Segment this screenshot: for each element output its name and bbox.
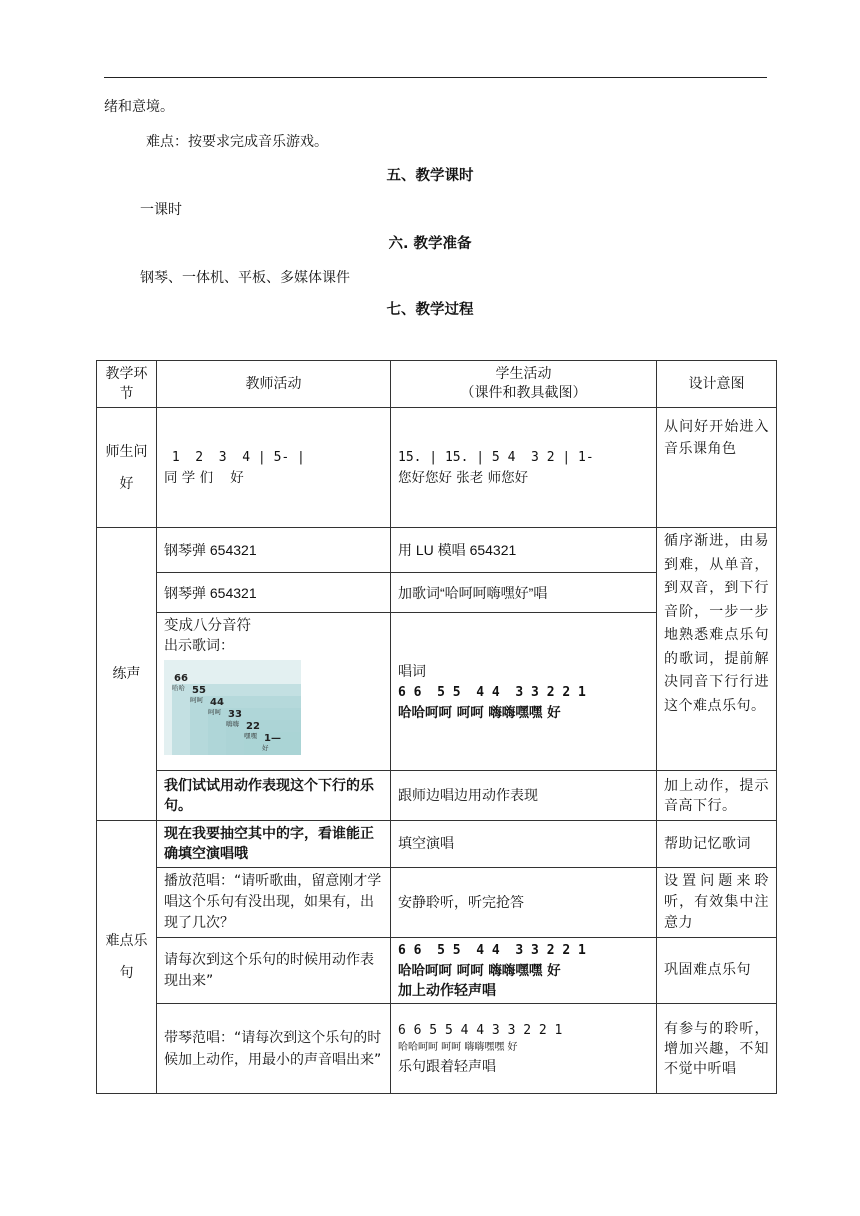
stair-step-notes: 33 [228, 709, 242, 720]
stair-step-lyric: 嗨嗨 [226, 720, 239, 728]
stair-step-notes: 22 [246, 721, 260, 732]
greeting-student-cell [391, 408, 657, 528]
stair-step-lyric: 呵呵 [208, 708, 221, 716]
table-row-warmup-4 [97, 771, 777, 821]
lesson-process-table [96, 360, 777, 1094]
header-student-line-1: 学生活动 [495, 366, 552, 382]
warmup-row3-student-notes: 6 6 5 5 4 4 3 3 2 2 1 [398, 684, 586, 700]
header-stage: 教学环节 [97, 361, 157, 408]
warmup-row3-teacher-title: 变成八分音符 [164, 618, 251, 634]
table-row-greeting [97, 408, 777, 528]
stair-step-lyric: 好 [262, 744, 269, 752]
table-header-row [97, 361, 777, 408]
difficult-row1-student: 填空演唱 [391, 821, 657, 868]
warmup-row4-intent: 加上动作，提示音高下行。 [657, 771, 777, 821]
intro-line-2: 难点：按要求完成音乐游戏。 [146, 134, 328, 150]
greeting-intent: 从问好开始进入音乐课角色 [657, 408, 777, 528]
difficult-row3-student-lyrics: 哈哈呵呵 呵呵 嗨嗨嘿嘿 好 [398, 962, 561, 979]
greeting-teacher-cell [157, 408, 391, 528]
difficult-row3-intent: 巩固难点乐句 [657, 938, 777, 1004]
stair-step-notes: 66 [174, 673, 188, 684]
table-row-difficult-3 [97, 938, 777, 1004]
greeting-student-notes: 15. | 15. | 5 4 3 2 | 1- [398, 449, 594, 465]
warmup-row2-teacher: 钢琴弹 654321 [157, 573, 391, 613]
difficult-row3-student-notes: 6 6 5 5 4 4 3 3 2 2 1 [398, 942, 586, 958]
table-row-difficult-1 [97, 821, 777, 868]
section-heading-lesson-hours: 五、教学课时 [386, 168, 474, 184]
difficult-row1-intent: 帮助记忆歌词 [657, 821, 777, 868]
difficult-row2-teacher: 播放范唱：“请听歌曲，留意刚才学唱这个乐句有没出现，如果有，出现了几次？ [157, 868, 391, 938]
greeting-teacher-lyrics: 同 学 们 好 [164, 469, 244, 486]
table-row-warmup-1 [97, 528, 777, 573]
difficult-row4-student-cell [391, 1004, 657, 1094]
stage-difficult: 难点乐句 [97, 821, 157, 1094]
header-intent: 设计意图 [657, 361, 777, 408]
descending-stairs-illustration [164, 660, 301, 755]
stair-step-lyric: 嘿嘿 [244, 732, 257, 740]
difficult-row4-teacher: 带琴范唱：“请每次到这个乐句的时候加上动作，用最小的声音唱出来” [157, 1004, 391, 1094]
header-student-line-2: （课件和教具截图） [460, 385, 587, 401]
stair-step-lyric: 哈哈 [172, 684, 185, 692]
difficult-row3-student-extra: 加上动作轻声唱 [398, 982, 496, 999]
header-rule [104, 77, 767, 78]
difficult-row3-student-cell [391, 938, 657, 1004]
table-row-difficult-4 [97, 1004, 777, 1094]
warmup-row1-teacher: 钢琴弹 654321 [157, 528, 391, 573]
header-student [391, 361, 657, 408]
difficult-row3-teacher: 请每次到这个乐句的时候用动作表现出来” [157, 938, 391, 1004]
table-row-difficult-2 [97, 868, 777, 938]
warmup-row1-student: 用 LU 模唱 654321 [391, 528, 657, 573]
difficult-row1-teacher: 现在我要抽空其中的字，看谁能正确填空演唱哦 [157, 821, 391, 868]
header-teacher: 教师活动 [157, 361, 391, 408]
stair-step-notes: 55 [192, 685, 206, 696]
stair-step-lyric: 呵呵 [190, 696, 203, 704]
section-body-preparation: 钢琴、一体机、平板、多媒体课件 [140, 270, 350, 286]
intro-line-1: 绪和意境。 [104, 99, 174, 115]
difficult-row2-intent: 设置问题来聆听，有效集中注意力 [657, 868, 777, 938]
warmup-row3-teacher-cell [157, 613, 391, 771]
warmup-row4-student: 跟师边唱边用动作表现 [391, 771, 657, 821]
warmup-row3-student-cell [391, 613, 657, 771]
warmup-row3-student-label: 唱词 [398, 663, 426, 680]
greeting-student-lyrics: 您好您好 张老 师您好 [398, 469, 529, 486]
difficult-row4-student-notes: 6 6 5 5 4 4 3 3 2 2 1 [398, 1022, 563, 1038]
section-heading-preparation: 六. 教学准备 [388, 236, 472, 252]
stair-step-notes: 1— [264, 733, 281, 744]
warmup-row2-student: 加歌词“哈呵呵嗨嘿好”唱 [391, 573, 657, 613]
difficult-row4-intent: 有参与的聆听，增加兴趣，不知不觉中听唱 [657, 1004, 777, 1094]
difficult-row2-student: 安静聆听，听完抢答 [391, 868, 657, 938]
section-body-lesson-hours: 一课时 [140, 202, 182, 218]
difficult-row4-student-extra: 乐句跟着轻声唱 [398, 1058, 496, 1075]
stage-warmup: 练声 [97, 528, 157, 821]
warmup-intent: 循序渐进，由易到难，从单音，到双音，到下行音阶，一步一步地熟悉难点乐句的歌词，提前解决同音下行行进这个难点乐句。 [657, 528, 777, 771]
warmup-row3-teacher-sub: 出示歌词： [164, 638, 234, 654]
warmup-row3-student-lyrics: 哈哈呵呵 呵呵 嗨嗨嘿嘿 好 [398, 704, 561, 721]
stair-step-notes: 44 [210, 697, 224, 708]
stage-greeting: 师生问好 [97, 408, 157, 528]
difficult-row4-student-lyrics: 哈哈呵呵 呵呵 嗨嗨嘿嘿 好 [398, 1041, 518, 1053]
section-heading-process: 七、教学过程 [386, 302, 474, 318]
greeting-teacher-notes: 1 2 3 4 | 5- | [164, 449, 305, 465]
warmup-row4-teacher: 我们试试用动作表现这个下行的乐句。 [157, 771, 391, 821]
